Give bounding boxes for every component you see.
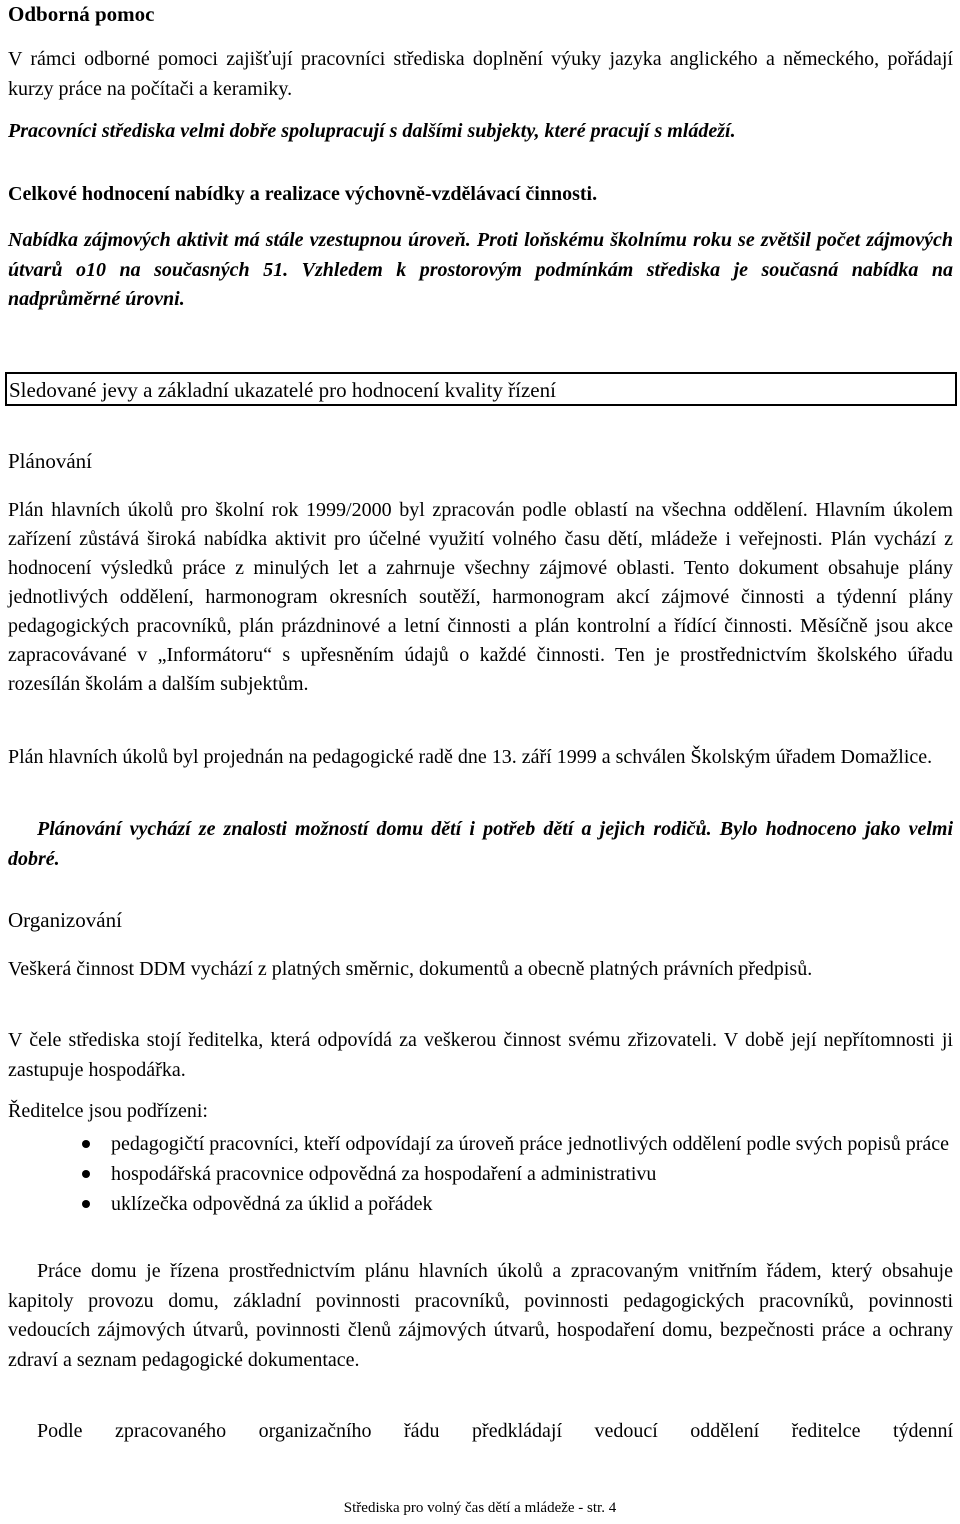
list-item <box>8 1129 953 1159</box>
paragraph-spoluprace: Pracovníci střediska velmi dobře spolupracují s dalšími subjekty, které pracují s mládeží. <box>8 120 736 142</box>
boxed-section-heading-text: Sledované jevy a základní ukazatelé pro hodnocení kvality řízení <box>9 378 556 402</box>
list-item-text: uklízečka odpovědná za úklid a pořádek <box>111 1193 433 1215</box>
heading-organizovani: Organizování <box>8 908 122 932</box>
subordinates-list <box>8 1129 953 1219</box>
bullet-icon <box>82 1170 90 1178</box>
list-item-text: hospodářská pracovnice odpovědná za hospodaření a administrativu <box>111 1163 657 1185</box>
boxed-section-heading <box>5 372 957 406</box>
paragraph-cinnost-ddm: Veškerá činnost DDM vychází z platných směrnic, dokumentů a obecně platných právních předpisů. <box>8 958 813 980</box>
paragraph-reditelce-podrizeni: Ředitelce jsou podřízeni: <box>8 1100 208 1122</box>
bullet-icon <box>82 1200 90 1208</box>
paragraph-prace-domu: Práce domu je řízena prostřednictvím plánu hlavních úkolů a zpracovaným vnitřním řádem, který obsahuje kapitoly provozu domu, základní povinnosti pracovníků, povinnosti pedagogických pracovníků, povinnosti vedoucích zájmových útvarů, povinnosti členů zájmových útvarů, hospodaření domu, bezpečnosti práce a ochrany zdraví a seznam pedagogické dokumentace. <box>8 1260 953 1371</box>
paragraph-organizacni-rad: Podle zpracovaného organizačního řádu předkládají vedoucí oddělení ředitelce týdenní <box>37 1420 953 1442</box>
paragraph-nabidka-evaluation: Nabídka zájmových aktivit má stále vzestupnou úroveň. Proti loňskému školnímu roku se zvětšil počet zájmových útvarů o10 na současných 51. Vzhledem k prostorovým podmínkám střediska je současná nabídka na nadprůměrné úrovni. <box>8 229 953 310</box>
page-footer: Střediska pro volný čas dětí a mládeže - str. 4 <box>343 1500 617 1516</box>
paragraph-planovani-evaluation: Plánování vychází ze znalosti možností domu dětí i potřeb dětí a jejich rodičů. Bylo hodnoceno jako velmi dobré. <box>8 818 953 870</box>
subheading-celkove-hodnoceni: Celkové hodnocení nabídky a realizace výchovně-vzdělávací činnosti. <box>8 183 598 205</box>
paragraph-plan-projednan: Plán hlavních úkolů byl projednán na pedagogické radě dne 13. září 1999 a schválen Školským úřadem Domažlice. <box>8 746 933 768</box>
list-item <box>8 1159 953 1189</box>
paragraph-ceo-reditelka: V čele střediska stojí ředitelka, která odpovídá za veškerou činnost svému zřizovateli. V době její nepřítomnosti ji zastupuje hospodářka. <box>8 1029 953 1081</box>
section-title: Odborná pomoc <box>8 2 155 26</box>
bullet-icon <box>82 1140 90 1148</box>
paragraph-odborna-pomoc: V rámci odborné pomoci zajišťují pracovníci střediska doplnění výuky jazyka anglického a německého, pořádají kurzy práce na počítači a keramiky. <box>8 48 953 100</box>
list-item <box>8 1189 953 1219</box>
paragraph-plan-hlavnich-ukolu: Plán hlavních úkolů pro školní rok 1999/2000 byl zpracován podle oblastí na všechna oddělení. Hlavním úkolem zařízení zůstává široká nabídka aktivit pro účelné využití volného času dětí, mládeže i veřejnosti. Plán vychází z hodnocení výsledků práce z minulých let a zahrnuje všechny zájmové oblasti. Tento dokument obsahuje plány jednotlivých oddělení, harmonogram okresních soutěží, harmonogram akcí zájmové činnosti a týdenní plány pedagogických pracovníků, plán prázdninové a letní činnosti a plán kontrolní a řídící činnosti. Měsíčně jsou akce zapracovávané v „Informátoru“ s upřesněním údajů o každé činnosti. Ten je prostřednictvím školského úřadu rozesílán školám a dalším subjektům. <box>8 499 953 695</box>
list-item-text: pedagogičtí pracovníci, kteří odpovídají za úroveň práce jednotlivých oddělení podle svých popisů práce <box>111 1133 950 1155</box>
heading-planovani: Plánování <box>8 449 92 473</box>
